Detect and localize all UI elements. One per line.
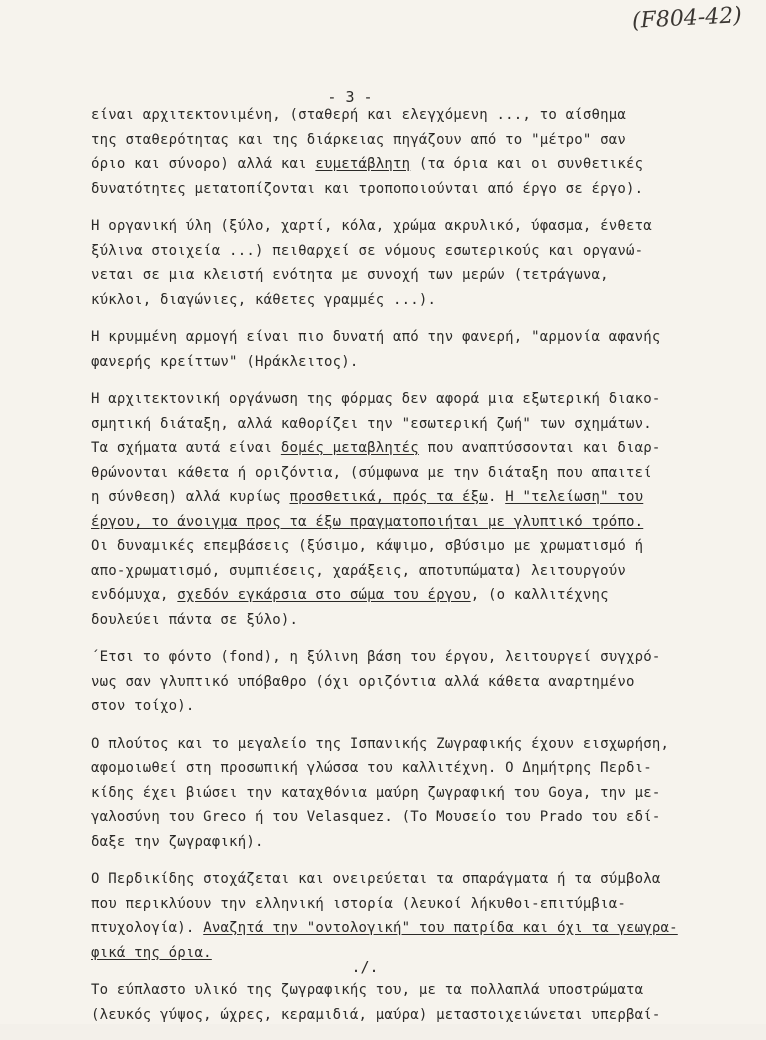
text-segment: που περικλύουν την ελληνική ιστορία (λευκοί λήκυθοι-επιτύμβια- [91, 895, 626, 912]
page-number: - 3 - [327, 88, 373, 106]
text-line [91, 756, 711, 781]
text-line [91, 288, 711, 313]
paragraph [91, 867, 711, 965]
text-segment: Η αρχιτεκτονική οργάνωση της φόρμας δεν αφορά μια εξωτερική διακο- [91, 391, 661, 407]
text-segment: . [487, 489, 506, 505]
text-line [91, 867, 711, 892]
text-segment: ξύλινα στοιχεία ...) πειθαρχεί σε νόμους εσωτερικούς και οργανώ- [91, 242, 644, 259]
text-line [91, 128, 711, 153]
paragraph [91, 732, 711, 855]
text-segment: Οι δυναμικές επεμβάσεις (ξύσιμο, κάψιμο, σβύσιμο με χρωματισμό ή [91, 538, 644, 554]
text-segment: Ο Περδικίδης στοχάζεται και ονειρεύεται τα σπαράγματα ή τα σύμβολα [91, 871, 661, 887]
paragraph [91, 325, 711, 374]
text-segment: φανερής κρείττων" (Ηράκλειτος). [91, 353, 359, 370]
text-segment: , (ο καλλιτέχνης [470, 587, 609, 603]
text-segment: δαξε την ζωγραφική). [91, 833, 264, 850]
text-segment: πτυχολογία). [91, 920, 204, 936]
text-line [91, 978, 711, 1003]
text-segment: η σύνθεση) αλλά κυρίως [91, 489, 290, 505]
text-segment: Η οργανική ύλη (ξύλο, χαρτί, κόλα, χρώμα ακρυλικό, ύφασμα, ένθετα [91, 218, 652, 234]
continuation-mark: ./. [351, 958, 379, 976]
underlined-text: Η "τελείωση" του [505, 489, 644, 505]
paragraph [91, 978, 711, 1027]
text-segment: Ο πλούτος και το μεγαλείο της Ισπανικής Ζωγραφικής έχουν εισχωρήση, [91, 735, 670, 752]
underlined-text: προσθετικά, πρός τα έξω [289, 489, 488, 505]
text-segment: Η κρυμμένη αρμογή είναι πιο δυνατή από την φανερή, "αρμονία αφανής [91, 329, 661, 345]
text-segment: Το εύπλαστο υλικό της ζωγραφικής του, με τα πολλαπλά υποστρώματα [91, 982, 644, 998]
text-segment: κύκλοι, διαγώνιες, κάθετες γραμμές ...). [91, 291, 437, 308]
paragraph [91, 214, 711, 312]
text-segment: δουλεύει πάντα σε ξύλο). [91, 611, 299, 628]
text-line [91, 263, 711, 288]
text-segment: ΄Ετσι το φόντο (fond), η ξύλινη βάση του έργου, λειτουργεί συγχρό- [91, 649, 661, 665]
text-segment: κίδης έχει βιώσει την καταχθόνια μαύρη ζωγραφική του Goya, την με- [91, 784, 661, 801]
text-line [91, 387, 711, 412]
text-line [91, 916, 711, 941]
text-segment: θρώνονται κάθετα ή οριζόντια, (σύμφωνα με την διάταξη που απαιτεί [91, 464, 652, 481]
text-segment: όριο και σύνορο) αλλά και [91, 156, 316, 172]
underlined-text: ευμετάβλητη [315, 156, 411, 172]
text-segment: (λευκός γύψος, ώχρες, κεραμιδιά, μαύρα) μεταστοιχειώνεται υπερβαί- [91, 1006, 661, 1023]
text-segment: απο-χρωματισμό, συμπιέσεις, χαράξεις, αποτυπώματα) λειτουργούν [91, 562, 626, 579]
text-line [91, 608, 711, 633]
text-line [91, 485, 711, 510]
text-line [91, 805, 711, 830]
text-segment: της σταθερότητας και της διάρκειας πηγάζουν από το "μέτρο" σαν [91, 131, 626, 148]
text-segment: δυνατότητες μετατοπίζονται και τροποποιούνται από έργο σε έργο). [91, 180, 644, 197]
text-segment: νεται σε μια κλειστή ενότητα με συνοχή των μερών (τετράγωνα, [91, 267, 609, 283]
text-line [91, 830, 711, 855]
paragraph [91, 103, 711, 201]
underlined-text: έργου, το άνοιγμα προς τα έξω πραγματοποιήται με γλυπτικό τρόπο. [91, 513, 644, 530]
paragraph [91, 387, 711, 632]
text-line [91, 325, 711, 350]
text-line [91, 214, 711, 239]
text-segment: σμητική διάταξη, αλλά καθορίζει την "εσωτερική ζωή" των σχημάτων. [91, 415, 652, 432]
underlined-text: δομές μεταβλητές [280, 440, 419, 456]
text-line [91, 350, 711, 375]
text-line [91, 892, 711, 917]
text-line [91, 510, 711, 535]
text-line [91, 583, 711, 608]
archive-reference-mark: (F804-42) [631, 3, 743, 34]
underlined-text: φικά της όρια. [91, 944, 212, 961]
text-segment: ενδόμυχα, [91, 587, 178, 603]
text-line [91, 177, 711, 202]
text-line [91, 152, 711, 177]
text-line [91, 412, 711, 437]
text-line [91, 732, 711, 757]
text-line [91, 239, 711, 264]
text-line [91, 461, 711, 486]
text-segment: που αναπτύσσονται και διαρ- [418, 440, 661, 456]
text-segment: γαλοσύνη του Greco ή του Velasquez. (Το Μουσείο του Prado του εδί- [91, 809, 661, 825]
text-line [91, 645, 711, 670]
text-line [91, 781, 711, 806]
text-segment: στον τοίχο). [91, 698, 195, 714]
text-segment: νως σαν γλυπτικό υπόβαθρο (όχι οριζόντια αλλά κάθετα αναρτημένο [91, 673, 635, 690]
text-line [91, 534, 711, 559]
text-line [91, 559, 711, 584]
text-line [91, 1003, 711, 1028]
paragraph [91, 645, 711, 719]
text-segment: είναι αρχιτεκτονιμένη, (σταθερή και ελεγχόμενη ..., το αίσθημα [91, 107, 626, 123]
body-text [91, 103, 711, 1040]
text-segment: (τα όρια και οι συνθετικές [410, 156, 644, 172]
text-line [91, 694, 711, 719]
text-line [91, 670, 711, 695]
underlined-text: σχεδόν εγκάρσια στο σώμα του έργου [177, 587, 471, 603]
underlined-text: Αναζητά την "οντολογική" του πατρίδα και όχι τα γεωγρα- [203, 920, 678, 936]
text-line [91, 103, 711, 128]
text-line [91, 436, 711, 461]
text-segment: αφομοιωθεί στη προσωπική γλώσσα του καλλιτέχνη. Ο Δημήτρης Περδι- [91, 760, 652, 776]
text-segment: Τα σχήματα αυτά είναι [91, 440, 281, 456]
